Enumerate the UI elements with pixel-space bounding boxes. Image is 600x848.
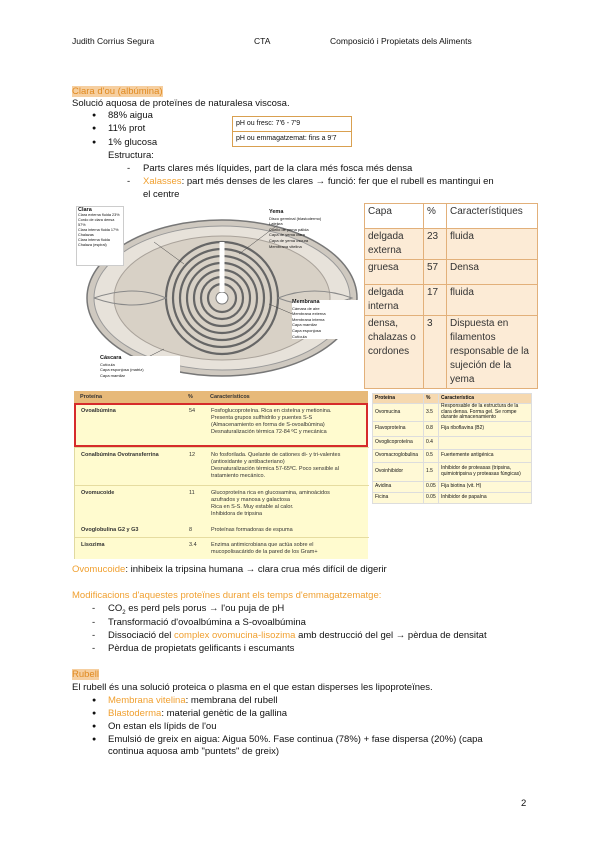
protein-desc-line: azufrados y manosa y galactosa — [211, 497, 290, 503]
small-table-wrap — [372, 393, 532, 504]
diagram-clara-title: Clara — [78, 207, 92, 213]
diagram-clara-item: Clara interna fluida — [78, 238, 110, 242]
diagram-shell-title: Cáscara — [100, 355, 122, 361]
capa-header-cell: Capa — [365, 204, 424, 229]
rubell-intro: El rubell és una solució proteica o plasma en el que estan disperses les lipoproteïnes. — [72, 682, 433, 693]
capa-cell: 17 — [424, 285, 447, 316]
table-row — [75, 485, 369, 517]
capa-cell: gruesa — [365, 260, 424, 285]
diagram-yema-item: Capa de yema clara — [269, 232, 305, 238]
small-cell: 1.5 — [424, 462, 439, 481]
small-header-cell: Proteína — [373, 394, 424, 404]
ovomucoide-line: Ovomucoide: inhibeix la tripsina humana → clara crua més difícil de digerir — [72, 564, 387, 575]
small-cell: Fuertemente antigénica — [439, 449, 532, 462]
table-row — [373, 462, 532, 481]
rubell-item-4-cont: continua aquosa amb "puntets" de greix) — [108, 746, 279, 757]
small-cell — [439, 436, 532, 449]
diagram-shell-item: Cutícula — [100, 361, 115, 367]
diagram-membrane-item: Membrana externa — [292, 311, 326, 317]
diagram-shell-labels — [100, 356, 180, 378]
small-cell: 0.5 — [424, 449, 439, 462]
diagram-clara-item: Clara externa fluida 23% — [78, 213, 120, 217]
capa-table — [364, 203, 538, 389]
rubell-item-2: ● Blastoderma: material genètic de la gallina — [108, 708, 287, 720]
clara-item-water: ● 88% aigua — [108, 110, 153, 122]
table-row — [373, 481, 532, 492]
estructura-label: Estructura: — [108, 150, 154, 161]
small-cell: 0.4 — [424, 436, 439, 449]
table-row — [373, 404, 532, 422]
protein-name: Lisozima — [81, 542, 105, 548]
protein-desc-line: Presenta grupos sulfhidrilo y puentes S-S — [211, 415, 313, 421]
protein-table — [74, 391, 368, 559]
table-row — [365, 260, 538, 285]
small-cell: Responsable de la estructura de la clara densa. Forma gel. Se rompe durante almacenamiento — [439, 404, 532, 422]
rubell-item-3: ● On estan els lípids de l'ou — [108, 721, 217, 733]
diagram-clara-labels — [76, 206, 124, 266]
diagram-clara-item: Chalaza (espiral) — [78, 243, 107, 247]
protein-table-header — [74, 391, 368, 403]
protein-desc-line: Proteínas formadoras de espuma — [211, 527, 293, 533]
capa-cell: fluida — [447, 285, 538, 316]
diagram-yema-labels — [269, 210, 339, 249]
diagram-membrane-item: Cámara de aire — [292, 305, 320, 311]
capa-cell: fluida — [447, 229, 538, 260]
protein-pct: 12 — [189, 452, 196, 458]
header-subject: CTA — [254, 36, 271, 46]
table-row — [373, 436, 532, 449]
clara-heading: Clara d'ou (albúmina) — [72, 86, 163, 97]
small-cell: Inhibidor de papaína — [439, 492, 532, 503]
diagram-membrane-item: Capa mamilar — [292, 322, 317, 328]
rubell-item-4: ● Emulsió de greix en aigua: Aigua 50%. Fase continua (78%) + fase dispersa (20%) (capa — [108, 734, 483, 746]
protein-desc-line: Fosfoglucoproteína. Rica en cisteína y metionina. — [211, 408, 332, 414]
table-row — [365, 229, 538, 260]
diagram-shell-item: Capa mamilar — [100, 372, 125, 378]
capa-cell: delgada interna — [365, 285, 424, 316]
small-cell: Fija riboflavina (B2) — [439, 421, 532, 436]
clara-item-glucose: ● 1% glucosa — [108, 137, 157, 149]
protein-desc — [211, 452, 366, 480]
small-table-header — [373, 394, 532, 404]
capa-header-cell: % — [424, 204, 447, 229]
capa-table-wrap — [364, 203, 538, 389]
protein-pct: 8 — [189, 527, 193, 533]
protein-desc-line: (antioxidante y antibacteriano) — [211, 459, 285, 465]
diagram-yema-item: Membrana vitelina — [269, 243, 302, 249]
table-row — [373, 421, 532, 436]
ph-fresh: pH ou fresc: 7'6 - 7'9 — [236, 120, 301, 127]
table-row — [75, 447, 369, 479]
small-cell: 3.5 — [424, 404, 439, 422]
ovoalbumina-highlight-box — [74, 403, 368, 447]
diagram-membrane-item: Cutícula — [292, 333, 307, 339]
diagram-membrane-title: Membrana — [292, 299, 320, 305]
diagram-membrane-item: Capa esponjosa — [292, 327, 321, 333]
protein-desc-line: Rica en S-S. Muy estable al calor. — [211, 504, 294, 510]
table-row — [75, 537, 369, 555]
modificacio-item-2: - Transformació d'ovoalbúmina a S-ovoalbúmina — [108, 617, 306, 629]
small-header-cell: Característica — [439, 394, 532, 404]
small-cell: Ovomacroglobulina — [373, 449, 424, 462]
ph-stored: pH ou emmagatzemat: fins a 9'7 — [233, 131, 351, 146]
capa-cell: Densa — [447, 260, 538, 285]
capa-cell: delgada externa — [365, 229, 424, 260]
egg-diagram — [74, 204, 359, 384]
small-cell: 0.05 — [424, 481, 439, 492]
table-row — [373, 492, 532, 503]
estructura-sub1: - Parts clares més líquides, part de la clara més fosca més densa — [143, 163, 412, 175]
diagram-yema-item: Latebra — [269, 221, 283, 227]
small-cell: Avidina — [373, 481, 424, 492]
protein-header-cell: % — [188, 394, 193, 400]
protein-desc-line: Desnaturalización térmica 72-84 ºC y mecánica — [211, 429, 327, 435]
protein-pct: 54 — [189, 408, 196, 414]
header-title: Composició i Propietats dels Aliments — [330, 36, 472, 46]
protein-pct: 3.4 — [189, 542, 197, 548]
diagram-yema-item: Cuello de yema pálida — [269, 226, 309, 232]
estructura-sub2-cont: el centre — [143, 189, 180, 200]
small-cell: Flavoproteína — [373, 421, 424, 436]
ph-box — [232, 116, 352, 147]
rubell-item-1: ● Membrana vitelina: membrana del rubell — [108, 695, 278, 707]
protein-desc — [211, 527, 366, 534]
table-row — [373, 449, 532, 462]
diagram-yema-item: Capa de yema oscura — [269, 237, 309, 243]
modificacions-heading: Modificacions d'aquestes proteïnes durant els temps d'emmagatzematge: — [72, 590, 382, 601]
protein-desc — [211, 490, 366, 518]
clara-intro: Solució aquosa de proteïnes de naturalesa viscosa. — [72, 98, 290, 109]
modificacio-item-3: - Dissociació del complex ovomucina-lisozima amb destrucció del gel → pèrdua de densitat — [108, 630, 487, 642]
page-number: 2 — [521, 798, 527, 809]
diagram-yema-title: Yema — [269, 209, 284, 215]
diagram-clara-item: Clara interna fluida 17% — [78, 228, 119, 232]
diagram-membrane-item: Membrana interna — [292, 316, 325, 322]
estructura-sub2: - Xalasses: part més denses de les clares → funció: fer que el rubell es mantingui en — [143, 176, 494, 188]
modificacio-item-1: - $CO_2$ es perd pels porus → l'ou puja de pH — [108, 603, 284, 619]
protein-name: Ovoalbúmina — [81, 408, 116, 414]
capa-cell: 3 — [424, 316, 447, 389]
protein-pct: 11 — [189, 490, 195, 496]
diagram-yema-item: Disco germinal (blastodermo) — [269, 215, 322, 221]
protein-desc-line: Inhibidora de tripsina — [211, 511, 263, 517]
protein-name: Ovoglobulina G2 y G3 — [81, 527, 139, 533]
capa-header-cell: Característiques — [447, 204, 538, 229]
protein-desc-line: Enzima antimicrobiana que actúa sobre el — [211, 542, 314, 548]
clara-item-protein: ● 11% prot — [108, 123, 145, 135]
protein-desc-line: mucopolisacárido de la pared de los Gram+ — [211, 549, 318, 555]
small-cell: Ovomucina — [373, 404, 424, 422]
small-cell: Ovoinhibidor — [373, 462, 424, 481]
protein-desc-line: Desnaturalización térmica 57-65ºC. Poco sensible al — [211, 466, 339, 472]
protein-header-cell: Proteína — [80, 394, 103, 400]
capa-cell: 57 — [424, 260, 447, 285]
protein-desc-line: tratamiento mecánico. — [211, 473, 266, 479]
small-header-cell: % — [424, 394, 439, 404]
capa-cell: Dispuesta en filamentos responsable de la sujeción de la yema — [447, 316, 538, 389]
protein-desc-line: Glucoproteína rica en glucosamina, aminoácidos — [211, 490, 330, 496]
small-cell: Inhibidor de proteasas (tripsina, quimiotripsina y proteasas fúngicas) — [439, 462, 532, 481]
protein-desc — [211, 542, 366, 556]
capa-cell: 23 — [424, 229, 447, 260]
diagram-clara-item: Cordo de clara densa 57% — [78, 218, 115, 227]
protein-desc-line: No fosforilada. Quelante de cationes di- y tri-valentes — [211, 452, 341, 458]
capa-cell: densa, chalazas o cordones — [365, 316, 424, 389]
protein-name: Conalbúmina Ovotransferrina — [81, 452, 159, 458]
small-cell: Ovoglicoproteína — [373, 436, 424, 449]
diagram-clara-item: Chalazas — [78, 233, 94, 237]
protein-desc-line: (Almacenamiento en forma de S-ovoalbúmina) — [211, 422, 325, 428]
rubell-heading: Rubell — [72, 669, 99, 680]
small-cell: 0.05 — [424, 492, 439, 503]
small-cell: Fija biotina (vit. H) — [439, 481, 532, 492]
modificacio-item-4: - Pèrdua de propietats gelificants i escumants — [108, 643, 294, 655]
table-row — [365, 285, 538, 316]
capa-table-header — [365, 204, 538, 229]
protein-name: Ovomucoide — [81, 490, 115, 496]
diagram-membrane-labels — [292, 300, 358, 339]
small-cell: 0.8 — [424, 421, 439, 436]
small-cell: Ficina — [373, 492, 424, 503]
protein-header-cell: Característicos — [210, 394, 250, 400]
header-author: Judith Corrius Segura — [72, 36, 155, 46]
table-row — [365, 316, 538, 389]
diagram-shell-item: Capa esponjosa (matriz) — [100, 367, 144, 373]
small-protein-table — [372, 393, 532, 504]
